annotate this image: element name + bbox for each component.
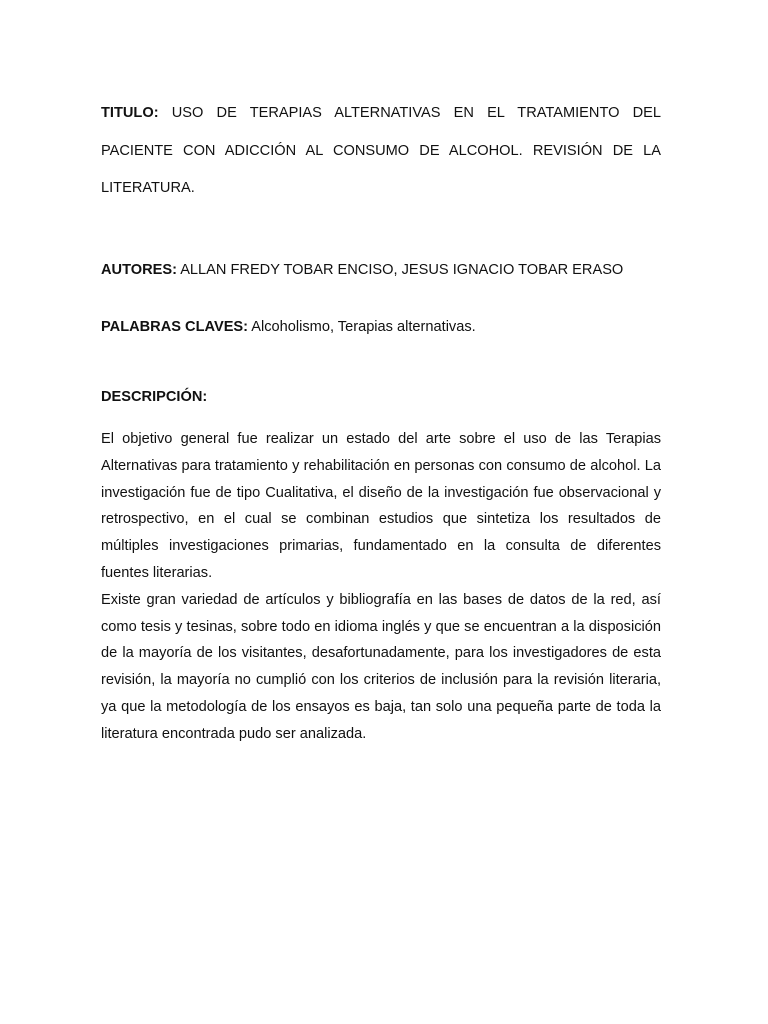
title-text: USO DE TERAPIAS ALTERNATIVAS EN EL TRATAMIENTO DEL PACIENTE CON ADICCIÓN AL CONSUMO DE ALCOHOL. REVISIÓN DE LA LITERATURA.	[101, 105, 661, 196]
keywords-line	[101, 316, 661, 338]
description-paragraph: El objetivo general fue realizar un estado del arte sobre el uso de las Terapias Alternativas para tratamiento y rehabilitación en personas con consumo de alcohol. La investigación fue de tipo Cualitativa, el diseño de la investigación fue observacional y retrospectivo, en el cual se combinan estudios que sintetiza los resultados de múltiples investigaciones primarias, fundamentado en la consulta de diferentes fuentes literarias.	[101, 431, 661, 581]
description-heading: DESCRIPCIÓN:	[101, 389, 208, 405]
authors-label: AUTORES:	[101, 262, 177, 278]
document-title	[101, 95, 661, 208]
keywords-label: PALABRAS CLAVES:	[101, 319, 249, 335]
authors-line	[101, 259, 661, 281]
description-paragraph: Existe gran variedad de artículos y bibliografía en las bases de datos de la red, así como tesis y tesinas, sobre todo en idioma inglés y que se encuentran a la disposición de la mayoría de los visitantes, desafortunadamente, para los investigadores de esta revisión, la mayoría no cumplió con los criterios de inclusión para la revisión literaria, ya que la metodología de los ensayos es baja, tan solo una pequeña parte de toda la literatura encontrada pudo ser analizada.	[101, 591, 661, 742]
authors-text: ALLAN FREDY TOBAR ENCISO, JESUS IGNACIO TOBAR ERASO	[180, 262, 624, 278]
description-body	[101, 426, 661, 748]
keywords-text: Alcoholismo, Terapias alternativas.	[251, 319, 476, 335]
title-label: TITULO:	[101, 105, 159, 121]
